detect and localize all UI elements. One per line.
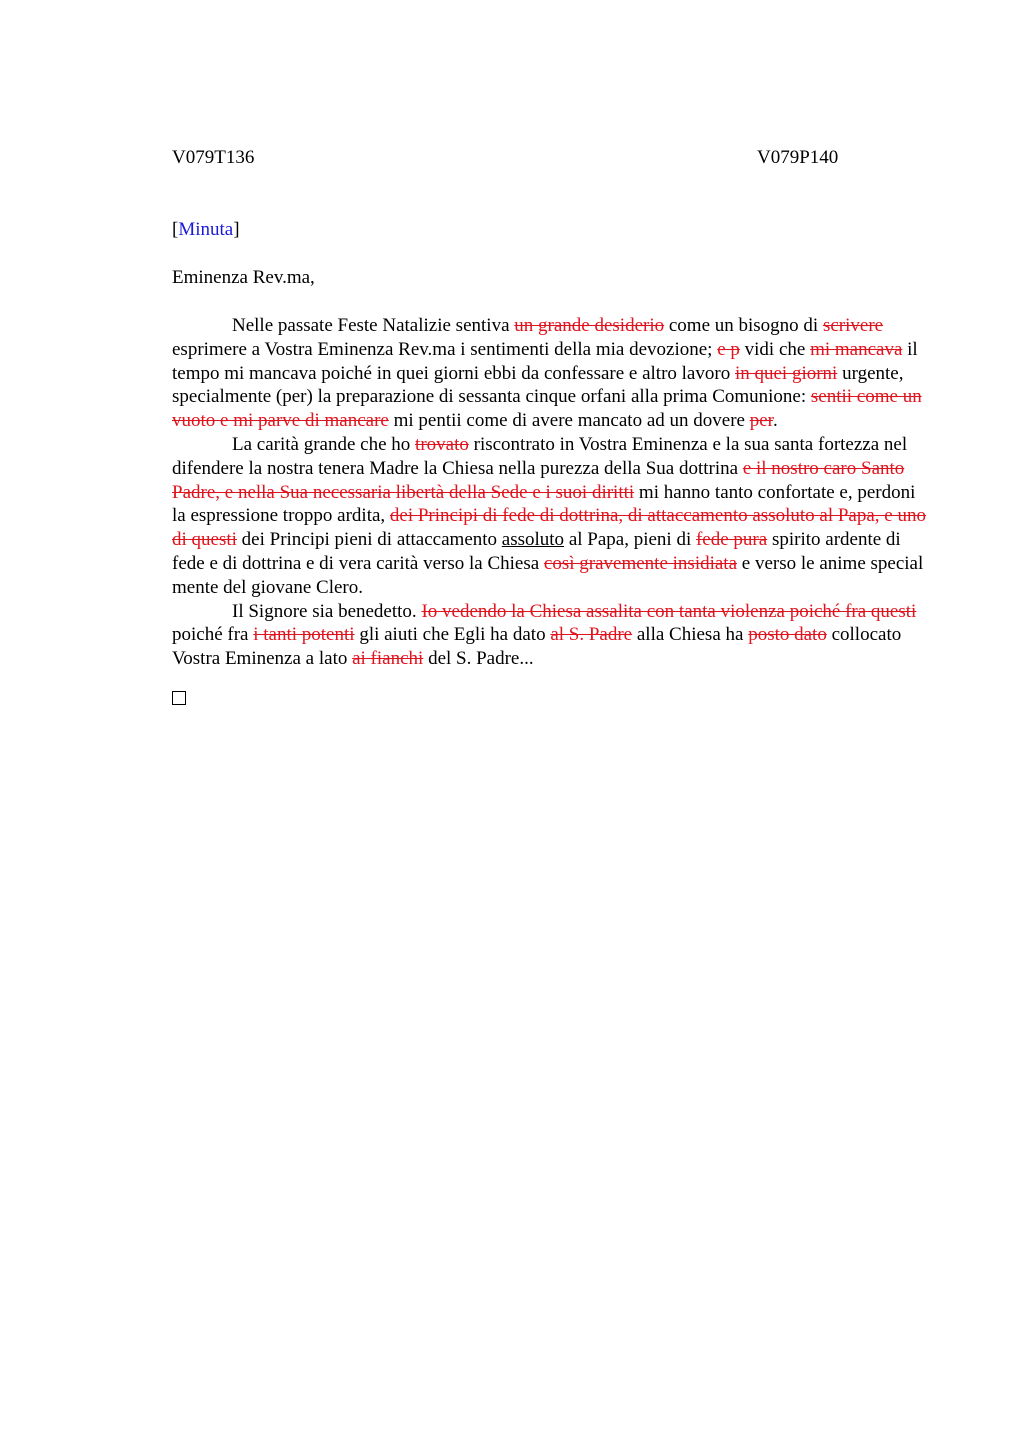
minuta-label: Minuta (178, 219, 234, 240)
text-segment: Nelle passate Feste Natalizie sentiva (232, 315, 515, 336)
checkbox-square-icon (172, 691, 186, 705)
text-segment: mi pentii come di avere mancato ad un dovere (388, 410, 750, 432)
deleted-text: e il nostro caro Santo Padre, e nella Sua necessaria libertà della Sede e i suoi diritti (172, 457, 905, 503)
text-segment: vidi che (739, 338, 811, 360)
letter-body (172, 314, 932, 671)
text-segment: e verso le anime special mente del giovane Clero. (172, 552, 924, 598)
text-segment: Il Signore sia benedetto. (232, 600, 422, 622)
text-segment: mi hanno tanto confortate e, perdoni la espressione troppo ardita, (172, 481, 916, 527)
paragraph (172, 433, 932, 600)
deleted-text: i tanti potenti (253, 624, 355, 646)
text-segment: alla Chiesa ha (632, 624, 749, 646)
text-segment: il tempo mi mancava poiché in quei giorni ebbi da confessare e altro lavoro (172, 338, 918, 384)
paragraph (172, 600, 932, 671)
deleted-text: un grande desiderio (514, 315, 665, 336)
deleted-text: e p (717, 338, 740, 360)
paragraph (172, 314, 932, 433)
salutation: Eminenza Rev.ma, (172, 267, 315, 288)
document-page (172, 146, 932, 705)
text-segment: spirito ardente di fede e di dottrina e di vera carità verso la Chiesa (172, 529, 901, 574)
text-segment: come un bisogno di (664, 315, 823, 336)
deleted-text: scrivere (822, 315, 884, 336)
text-segment: al Papa, pieni di (564, 529, 696, 551)
text-segment: esprimere a Vostra Eminenza Rev.ma i sentimenti della mia devozione; (172, 338, 718, 360)
deleted-text: così gravemente insidiata (543, 552, 738, 574)
text-segment: riscontrato in Vostra Eminenza e la sua santa fortezza nel difendere la nostra tenera Madre la Chiesa nella purezza della Sua dottrina (172, 433, 908, 479)
deleted-text: in quei giorni (734, 362, 838, 384)
deleted-text: per (749, 410, 773, 432)
open-bracket: [ (172, 219, 179, 240)
underlined-text: assoluto (501, 529, 565, 551)
deleted-text: al S. Padre (550, 624, 633, 646)
close-bracket: ] (233, 219, 240, 240)
deleted-text: fede pura (695, 529, 768, 551)
text-segment: gli aiuti che Egli ha dato (354, 624, 551, 646)
document-code-right: V079P140 (757, 147, 839, 168)
text-segment: collocato Vostra Eminenza a lato (172, 624, 902, 670)
document-type-label (172, 218, 932, 242)
document-code-left: V079T136 (172, 147, 255, 168)
text-segment: poiché fra (172, 624, 254, 646)
deleted-text: Io vedendo la Chiesa assalita con tanta violenza poiché fra questi (421, 600, 917, 622)
text-segment: urgente, specialmente (per) la preparazione di sessanta cinque orfani alla prima Comunione: (172, 362, 904, 408)
deleted-text: posto dato (748, 624, 827, 646)
text-segment: dei Principi pieni di attaccamento (236, 529, 502, 551)
deleted-text: trovato (415, 433, 469, 455)
text-segment: . (772, 410, 778, 432)
text-segment: La carità grande che ho (232, 433, 416, 455)
deleted-text: dei Principi di fede di dottrina, di attaccamento assoluto al Papa, e uno di questi (172, 505, 926, 551)
deleted-text: ai fianchi (352, 648, 424, 670)
text-segment: del S. Padre... (423, 648, 534, 670)
deleted-text: mi mancava (810, 338, 903, 360)
header-row (172, 146, 932, 170)
deleted-text: sentii come un vuoto e mi parve di mancare (172, 386, 922, 432)
